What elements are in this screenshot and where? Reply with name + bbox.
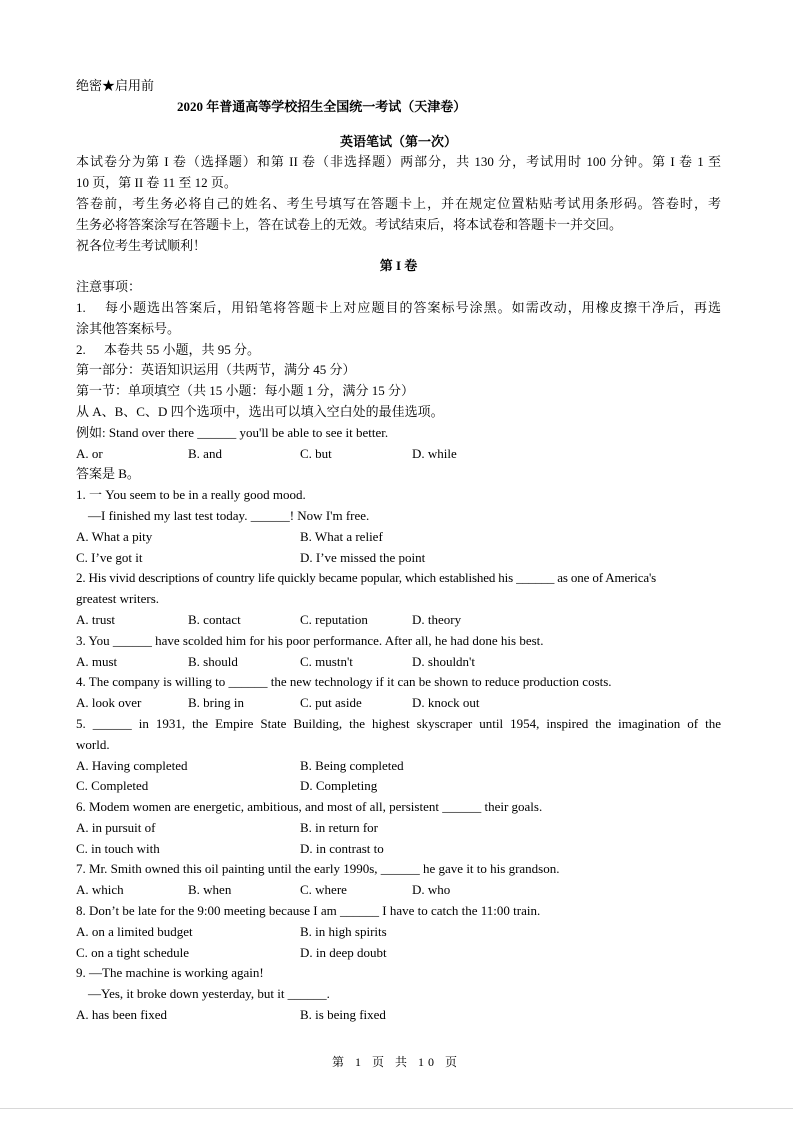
options-row [76,776,721,797]
good-luck-line: 祝各位考生考试顺利！ [76,237,207,253]
option-c: C. reputation [300,611,368,627]
question-stem: —I finished my last test today. ______! Now I'm free. [88,507,370,523]
option-c: C. in touch with [76,840,160,856]
option-d: D. Completing [300,778,378,794]
option-c: C. put aside [300,695,362,711]
page-content [76,76,721,1026]
option-d: D. who [412,882,451,898]
footer-middle: 页 共 [371,1055,411,1069]
option-d: D. while [412,445,457,461]
option-a: A. look over [76,695,142,711]
option-a: A. has been fixed [76,1007,167,1023]
option-d: D. in contrast to [300,840,384,856]
option-a: A. Having completed [76,757,188,773]
option-c: C. where [300,882,347,898]
option-a: A. on a limited budget [76,923,193,939]
option-a: A. What a pity [76,528,153,544]
intro-line: 10 页，第 II 卷 11 至 12 页。 [76,175,237,191]
question-stem: greatest writers. [76,591,160,607]
option-c: C. but [300,445,332,461]
options-row [76,880,721,901]
question-stem: world. [76,736,110,752]
example-stem: 例如: Stand over there ______ you'll be able to see it better. [76,424,389,440]
option-c: C. I’ve got it [76,549,143,565]
question-stem: 3. You ______ have scolded him for his poor performance. After all, he had done his best. [76,632,544,648]
footer-total-pages: 10 [418,1055,438,1069]
options-row [76,943,721,964]
option-b: B. What a relief [300,528,383,544]
note-number: 1. [76,299,86,315]
note-1 [76,298,721,319]
footer-page-number: 1 [354,1055,365,1069]
exam-title: 2020 年普通高等学校招生全国统一考试（天津卷） [177,98,467,114]
option-a: A. which [76,882,124,898]
note-text: 每小题选出答案后，用铅笔将答题卡上对应题目的答案标号涂黑。如需改动，用橡皮擦干净后，再选 [104,299,721,315]
page-bottom-divider [0,1108,793,1109]
intro-line: 答卷前，考生务必将自己的姓名、考生号填写在答题卡上，并在规定位置粘贴考试用条形码。答卷时，考 [76,195,721,211]
volume-title: 第 I 卷 [379,258,418,274]
options-row [76,756,721,777]
intro-line: 生务必将答案涂写在答题卡上，答在试卷上的无效。考试结束后，将本试卷和答题卡一并交回。 [76,216,623,232]
option-d: D. knock out [412,695,480,711]
option-c: C. mustn't [300,653,353,669]
options-row [76,652,721,673]
option-b: B. in high spirits [300,923,387,939]
question-stem: 8. Don’t be late for the 9:00 meeting because I am ______ I have to catch the 11:00 train. [76,903,541,919]
question-stem: 5. ______ in 1931, the Empire State Building, the highest skyscraper until 1954, inspired the imagination of the [76,715,721,731]
exam-subtitle: 英语笔试（第一次） [339,133,457,149]
question-stem: —Yes, it broke down yesterday, but it ______. [88,986,330,1002]
option-b: B. is being fixed [300,1007,386,1023]
option-d: D. shouldn't [412,653,476,669]
option-d: D. theory [412,611,462,627]
secret-label: 绝密★启用前 [76,78,155,93]
question-stem: 6. Modem women are energetic, ambitious, and most of all, persistent ______ their goals. [76,799,543,815]
example-options [76,444,721,465]
option-b: B. contact [188,611,241,627]
part-1-section-1-heading: 第一节：单项填空（共 15 小题：每小题 1 分，满分 15 分） [76,383,415,399]
question-stem: 9. —The machine is working again! [76,965,264,981]
option-a: A. trust [76,611,115,627]
footer-suffix: 页 [445,1055,462,1069]
option-c: C. on a tight schedule [76,944,190,960]
part-1-heading: 第一部分：英语知识运用（共两节，满分 45 分） [76,362,356,378]
options-row [76,548,721,569]
note-text: 本卷共 55 小题，共 95 分。 [104,341,261,357]
question-stem: 4. The company is willing to ______ the new technology if it can be shown to reduce production costs. [76,674,612,690]
instruction: 从 A、B、C、D 四个选项中，选出可以填入空白处的最佳选项。 [76,403,444,419]
option-d: D. I’ve missed the point [300,549,426,565]
footer-prefix: 第 [331,1055,348,1069]
option-a: A. in pursuit of [76,819,156,835]
example-answer: 答案是 B。 [76,466,140,482]
option-c: C. Completed [76,778,149,794]
question-stem: 7. Mr. Smith owned this oil painting until the early 1990s, ______ he gave it to his grandson. [76,861,560,877]
option-a: A. or [76,445,103,461]
question-stem: 2. His vivid descriptions of country life quickly became popular, which established his ______ as one of America's [76,570,657,586]
options-row [76,839,721,860]
option-b: B. in return for [300,819,378,835]
options-row [76,610,721,631]
options-row [76,693,721,714]
question-stem: 1. 一 You seem to be in a really good mood. [76,487,306,503]
options-row [76,818,721,839]
option-b: B. should [188,653,238,669]
options-row [76,527,721,548]
note-2 [76,340,721,361]
note-number: 2. [76,341,86,357]
note-1-continued: 涂其他答案标号。 [76,320,181,336]
option-b: B. when [188,882,232,898]
option-a: A. must [76,653,118,669]
options-row [76,1005,721,1026]
option-b: B. and [188,445,222,461]
page-footer [0,1053,793,1070]
option-b: B. Being completed [300,757,404,773]
option-d: D. in deep doubt [300,944,387,960]
intro-line: 本试卷分为第 I 卷（选择题）和第 II 卷（非选择题）两部分，共 130 分，考试用时 100 分钟。第 I 卷 1 至 [76,154,721,170]
notes-title: 注意事项： [76,279,142,295]
option-b: B. bring in [188,695,244,711]
options-row [76,922,721,943]
